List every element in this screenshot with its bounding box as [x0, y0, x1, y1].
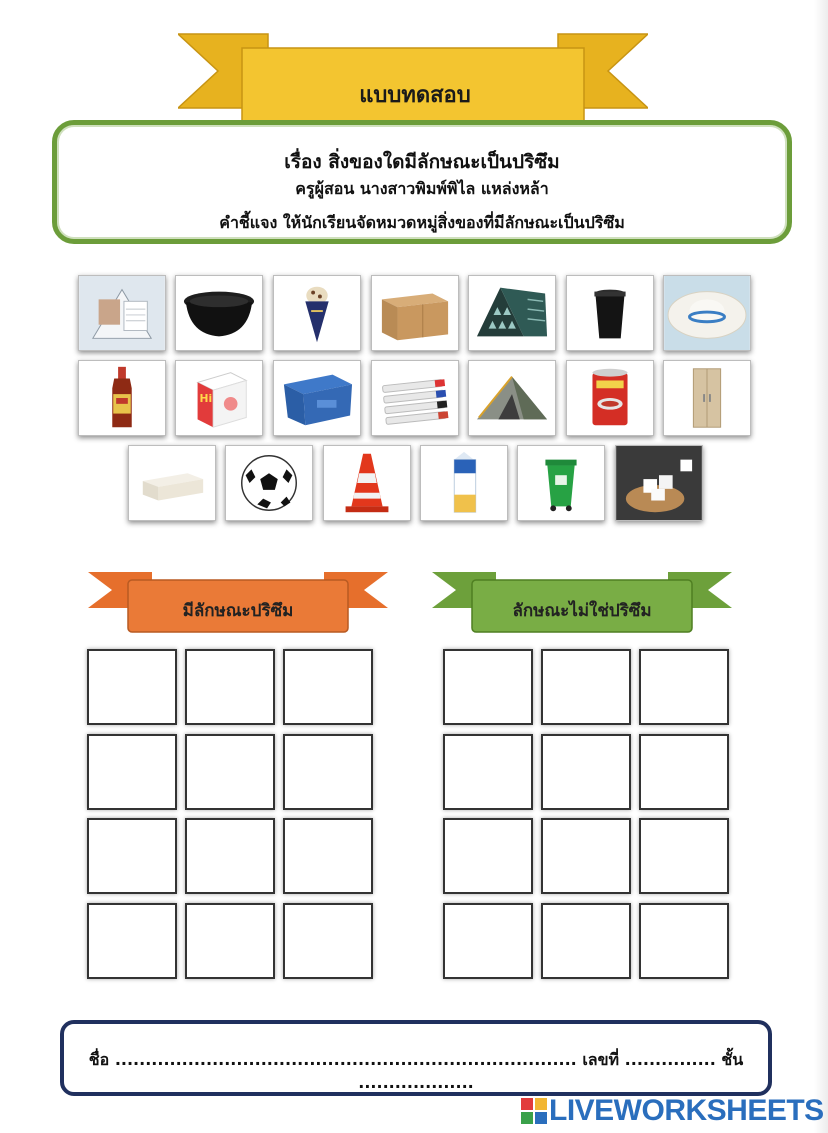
prism-drop-slot[interactable] [283, 818, 373, 894]
item-card[interactable] [663, 275, 751, 351]
liveworksheets-logo-icon [521, 1098, 547, 1124]
item-card[interactable] [175, 360, 263, 436]
sugar-cubes-icon [616, 446, 702, 520]
student-info-box [60, 1020, 772, 1096]
item-card[interactable] [273, 275, 361, 351]
item-card[interactable] [566, 275, 654, 351]
not-prism-drop-slot[interactable] [639, 903, 729, 979]
eraser-icon [129, 446, 215, 520]
not-prism-drop-slot[interactable] [443, 903, 533, 979]
item-card[interactable] [371, 360, 459, 436]
prism-category-label: มีลักษณะปริซึม [182, 601, 294, 621]
cardboard-box-icon [372, 276, 458, 350]
green-bin-icon [518, 446, 604, 520]
tissue-box-icon [176, 361, 262, 435]
not-prism-drop-slot[interactable] [541, 818, 631, 894]
triangle-pillow-icon [469, 276, 555, 350]
markers-icon [372, 361, 458, 435]
not-prism-drop-slot[interactable] [443, 734, 533, 810]
not-prism-drop-slot[interactable] [541, 734, 631, 810]
prism-drop-slot[interactable] [87, 903, 177, 979]
sauce-bottle-icon [79, 361, 165, 435]
tent-icon [469, 361, 555, 435]
not-prism-drop-slot[interactable] [639, 649, 729, 725]
item-card[interactable] [420, 445, 508, 521]
wardrobe-icon [664, 361, 750, 435]
desk-calendar-icon [79, 276, 165, 350]
soccer-ball-icon [226, 446, 312, 520]
item-card[interactable] [323, 445, 411, 521]
item-card[interactable] [517, 445, 605, 521]
item-card[interactable] [371, 275, 459, 351]
item-card[interactable] [128, 445, 216, 521]
trash-bin-icon [567, 276, 653, 350]
item-card[interactable] [615, 445, 703, 521]
prism-drop-slot[interactable] [185, 903, 275, 979]
prism-drop-slot[interactable] [185, 818, 275, 894]
not-prism-drop-slot[interactable] [443, 649, 533, 725]
not-prism-category-label: ลักษณะไม่ใช่ปริซึม [512, 601, 652, 621]
item-card[interactable] [468, 275, 556, 351]
not-prism-drop-slot[interactable] [541, 903, 631, 979]
prism-drop-slot[interactable] [185, 734, 275, 810]
info-box [52, 120, 792, 244]
prism-drop-slot[interactable] [87, 734, 177, 810]
liveworksheets-logo-text: LIVEWORKSHEETS [549, 1094, 824, 1127]
item-card[interactable] [78, 360, 166, 436]
student-info-line: ชื่อ ............................................................................ เลขที่ ............... ชั้น ................... [88, 1050, 744, 1092]
black-basin-icon [176, 276, 262, 350]
prism-drop-slot[interactable] [283, 734, 373, 810]
not-prism-drop-slot[interactable] [639, 818, 729, 894]
canned-fish-icon [567, 361, 653, 435]
storage-box-icon [274, 361, 360, 435]
milk-carton-icon [421, 446, 507, 520]
not-prism-drop-slot[interactable] [639, 734, 729, 810]
liveworksheets-logo [521, 1093, 824, 1129]
prism-drop-slot[interactable] [87, 649, 177, 725]
teacher-text: ครูผู้สอน นางสาวพิมพ์พิไล แหล่งหล้า [295, 179, 549, 198]
instruction-text: คำชี้แจง ให้นักเรียนจัดหมวดหมู่สิ่งของที่มีลักษณะเป็นปริซึม [219, 213, 625, 232]
not-prism-drop-slot[interactable] [443, 818, 533, 894]
page-edge [814, 0, 828, 1133]
item-card[interactable] [78, 275, 166, 351]
not-prism-drop-slot[interactable] [541, 649, 631, 725]
item-card[interactable] [175, 275, 263, 351]
prism-drop-slot[interactable] [185, 649, 275, 725]
prism-drop-slot[interactable] [283, 649, 373, 725]
svg-text:Hi: Hi [199, 391, 213, 405]
item-card[interactable] [663, 360, 751, 436]
item-card[interactable] [468, 360, 556, 436]
ice-cream-cone-icon [274, 276, 360, 350]
page-title: แบบทดสอบ [359, 83, 471, 108]
prism-drop-slot[interactable] [87, 818, 177, 894]
straw-hat-icon [664, 276, 750, 350]
item-card[interactable] [225, 445, 313, 521]
prism-drop-slot[interactable] [283, 903, 373, 979]
item-card[interactable] [566, 360, 654, 436]
traffic-cone-icon [324, 446, 410, 520]
item-card[interactable] [273, 360, 361, 436]
subject-text: เรื่อง สิ่งของใดมีลักษณะเป็นปริซึม [284, 151, 560, 173]
